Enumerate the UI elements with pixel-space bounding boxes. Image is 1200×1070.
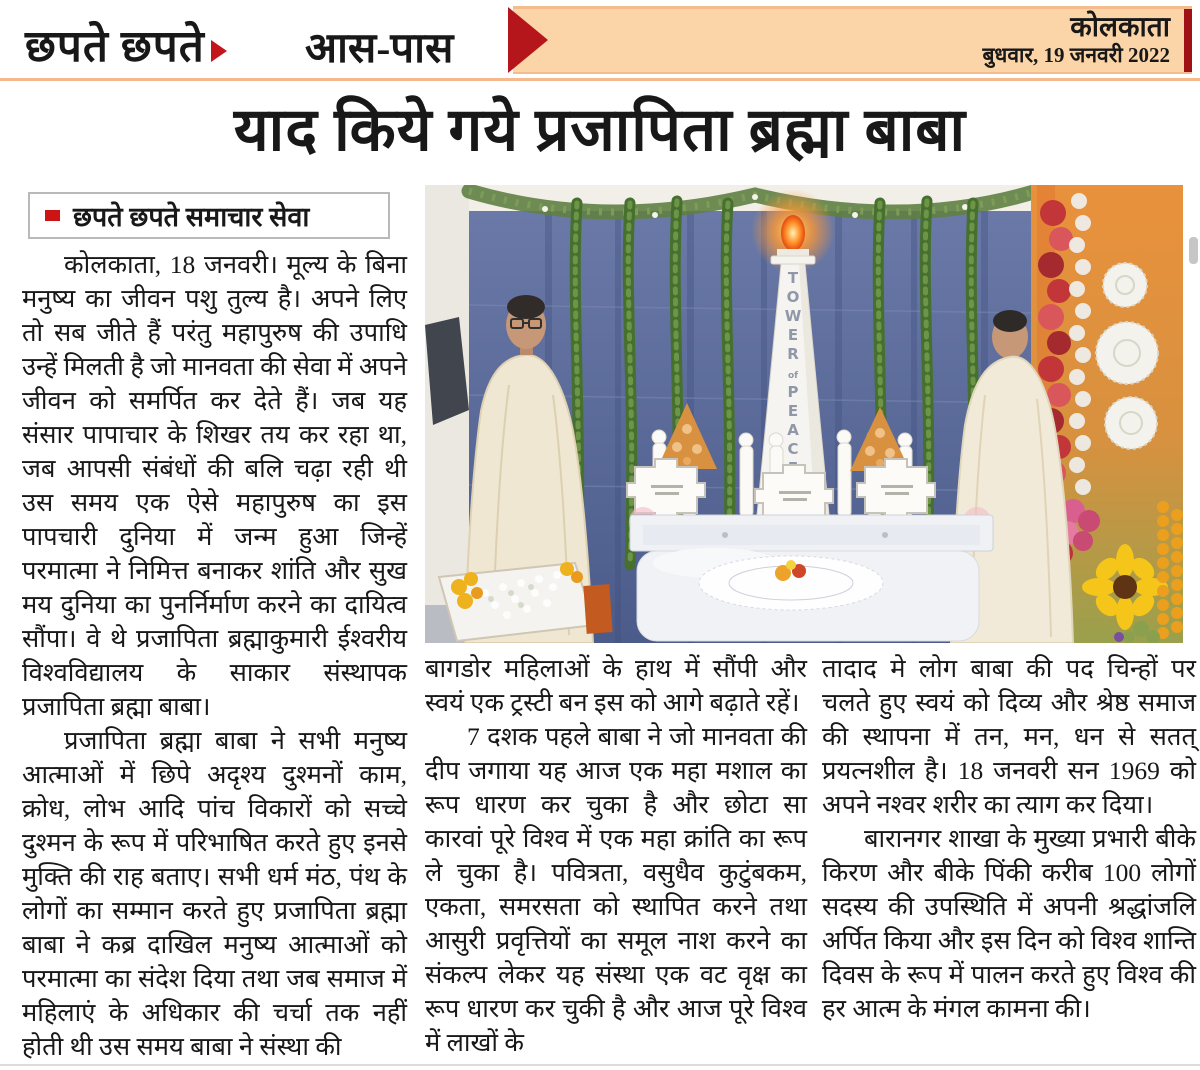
paper-name-text: छपते छपते <box>25 22 205 71</box>
brand-arrow-icon <box>211 40 227 62</box>
article-column-1 <box>22 248 407 1064</box>
edition-date: बुधवार, 19 जनवरी 2022 <box>982 42 1170 67</box>
paragraph: कोलकाता, 18 जनवरी। मूल्य के बिना मनुष्य का जीवन पशु तुल्य है। अपने लिए तो सब जीते हैं परंतु महापुरुष की उपाधि उन्हें मिलती है जो मानवता की सेवा में अपने जीवन को समर्पित कर देते हैं। जब यह संसार पापाचार के शिखर तय कर रहा था, जब आपसी संबंधों की बलि चढ़ा रही थी उस समय एक ऐसे महापुरुष का इस पापचारी दुनिया में जन्म हुआ जिन्हें परमात्मा ने निमित्त बनाकर शांति और सुख मय दुनिया का पुनर्निर्माण करने का दायित्व सौंपा। वे थे प्रजापिता ब्रह्माकुमारी ईश्वरीय विश्वविद्यालय के साकार संस्थापक प्रजापिता ब्रह्मा बाबा। <box>22 250 407 721</box>
svg-text:P: P <box>787 383 799 401</box>
paragraph: 7 दशक पहले बाबा ने जो मानवता की दीप जगाया यह आज एक महा मशाल का रूप धारण कर चुका है और छोटा सा कारवां पूरे विश्व में एक महा क्रांति का रूप ले चुका है। पवित्रता, वसुधैव कुटुंबकम, एकता, समरसता को स्थापित करने तथा आसुरी प्रवृत्तियों का समूल नाश करने का संकल्प लेकर यह संस्था एक वट वृक्ष का रूप धारण कर चुकी है और आज पूरे विश्व में लाखों के <box>425 722 807 1057</box>
header-rule <box>0 78 1200 81</box>
svg-text:R: R <box>787 345 799 363</box>
section-name: आस-पास <box>305 26 454 72</box>
edition-city: कोलकाता <box>1070 12 1170 43</box>
paper-name <box>25 14 227 74</box>
paragraph: बागडोर महिलाओं के हाथ में सौंपी और स्वयं एक ट्रस्टी बन इस को आगे बढ़ाते रहें। <box>425 654 807 717</box>
band-end-bar <box>1184 9 1192 72</box>
byline-box <box>28 192 390 239</box>
altar-table <box>629 507 993 641</box>
section-arrow-icon <box>508 7 548 73</box>
svg-text:T: T <box>787 269 799 287</box>
paragraph: प्रजापिता ब्रह्मा बाबा ने सभी मनुष्य आत्माओं में छिपे अदृश्य दुश्मनों काम, क्रोध, लोभ आदि पांच विकारों को सच्चे दुश्मन के रूप में परिभाषित करते हुए इनसे मुक्ति की राह बताए। सभी धर्म मंठ, पंथ के लोगों का सम्मान करते हुए प्रजापिता ब्रह्मा बाबा ने कब्र दाखिल मनुष्य आत्माओं को परमात्मा का संदेश दिया तथा जब समाज में महिलाएं के अधिकार की चर्चा तक नहीं होती थी उस समय बाबा ने संस्था की <box>22 726 407 1061</box>
masthead <box>0 6 1200 74</box>
svg-text:A: A <box>787 421 799 439</box>
byline-text: छपते छपते समाचार सेवा <box>73 202 310 232</box>
article-column-2 <box>425 652 807 1060</box>
scrollbar-thumb[interactable] <box>1189 237 1198 264</box>
article-headline: याद किये गये प्रजापिता ब्रह्मा बाबा <box>233 97 967 163</box>
byline-bullet-icon <box>45 210 60 221</box>
paragraph: बारानगर शाखा के मुख्या प्रभारी बीके किरण और बीके पिंकी करीब 100 लोगों सदस्य की उपस्थिति में अपनी श्रद्धांजलि अर्पित किया और इस दिन को विश्व शान्ति दिवस के रूप में पालन करते हुए विश्व की हर आत्म के मंगल कामना की। <box>822 824 1196 1023</box>
article-column-3 <box>822 652 1196 1026</box>
svg-text:of: of <box>787 371 799 381</box>
masthead-band <box>513 6 1192 74</box>
svg-text:E: E <box>787 402 799 420</box>
paragraph: तादाद मे लोग बाबा की पद चिन्हों पर चलते हुए स्वयं को दिव्य और श्रेष्ठ समाज की स्थापना में तन, मन, धन से सतत् प्रयत्नशील है। 18 जनवरी सन 1969 को अपने नश्वर शरीर का त्याग कर दिया। <box>822 654 1196 819</box>
edition-info <box>982 13 1170 67</box>
event-photo-art <box>425 185 1183 643</box>
event-photo <box>425 185 1183 643</box>
svg-text:W: W <box>784 307 802 325</box>
svg-text:E: E <box>787 326 799 344</box>
svg-text:C: C <box>787 440 799 458</box>
flame-icon <box>781 215 805 251</box>
svg-text:O: O <box>786 288 800 306</box>
bottom-divider <box>0 1064 1200 1066</box>
